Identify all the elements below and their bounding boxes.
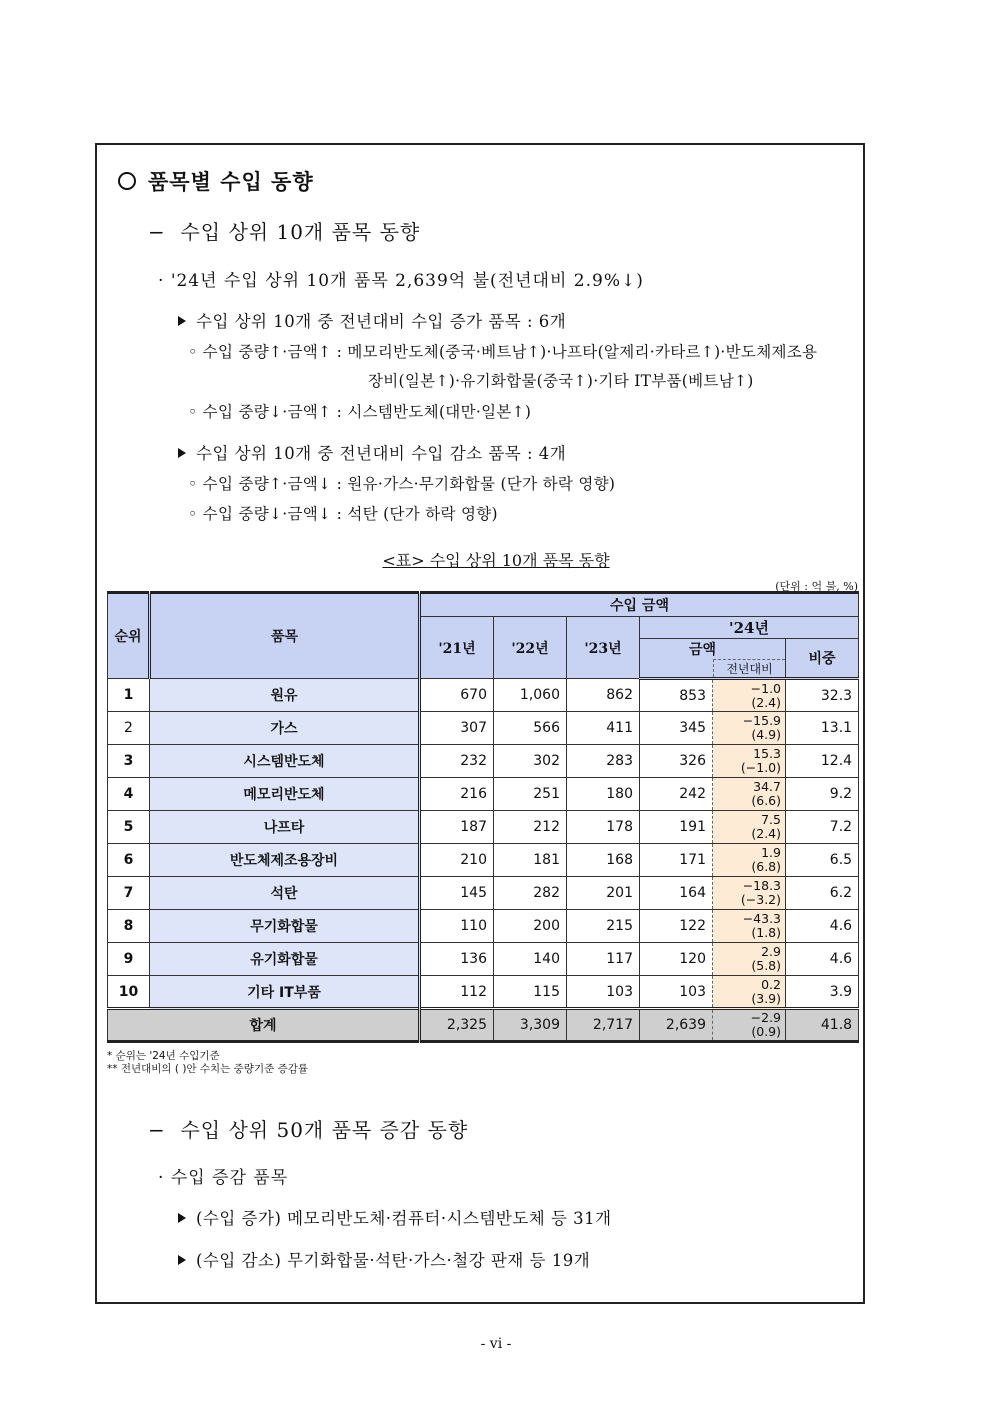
cell-yoy — [713, 943, 786, 976]
yoy-weight: (3.9) — [751, 990, 781, 1006]
triangle-bullet-icon — [178, 448, 186, 458]
cell-yoy — [713, 910, 786, 943]
cell-item: 반도체제조용장비 — [150, 844, 420, 877]
cell-y22: 212 — [494, 811, 567, 844]
cell-y21: 187 — [420, 811, 494, 844]
header-share: 비중 — [786, 639, 859, 679]
table-note-1: * 순위는 '24년 수입기준 — [107, 1050, 220, 1062]
cell-y23: 180 — [567, 778, 640, 811]
yoy-weight: (−3.2) — [740, 892, 781, 907]
top50-decrease: (수입 감소) 무기화합물·석탄·가스·철강 판재 등 19개 — [178, 1247, 590, 1271]
cell-rank: 7 — [108, 877, 150, 910]
header-amount: 금액 — [688, 642, 717, 658]
cell-y22: 1,060 — [494, 679, 567, 712]
cell-y21: 112 — [420, 976, 494, 1009]
cell-y23: 862 — [567, 679, 640, 712]
cell-y22: 181 — [494, 844, 567, 877]
cell-rank: 2 — [108, 712, 150, 745]
cell-yoy — [713, 877, 786, 910]
triangle-bullet-icon — [178, 1213, 186, 1223]
cell-y22: 140 — [494, 943, 567, 976]
cell-yoy — [713, 679, 786, 712]
cell-y24: 103 — [640, 976, 713, 1009]
cell-y23: 103 — [567, 976, 640, 1009]
yoy-weight: (6.6) — [751, 793, 781, 808]
yoy-amount: 0.2 — [761, 976, 781, 992]
header-yoy: 전년대비 — [713, 659, 785, 677]
header-y21: '21년 — [420, 617, 494, 679]
cell-rank: 4 — [108, 778, 150, 811]
table-caption: <표> 수입 상위 10개 품목 동향 — [382, 551, 610, 570]
cell-y24: 191 — [640, 811, 713, 844]
table-row — [108, 844, 859, 877]
triangle-bullet-icon — [178, 1255, 186, 1265]
yoy-amount: 2.9 — [761, 944, 781, 959]
header-item: 품목 — [150, 593, 420, 679]
yoy-amount: 34.7 — [753, 779, 781, 794]
summary-line: · '24년 수입 상위 10개 품목 2,639억 불(전년대비 2.9%↓) — [158, 271, 644, 291]
section-title: 품목별 수입 동향 — [118, 166, 314, 196]
cell-item: 가스 — [150, 712, 420, 745]
cell-yoy — [713, 745, 786, 778]
cell-y23: 178 — [567, 811, 640, 844]
cell-y23: 283 — [567, 745, 640, 778]
table-row — [108, 976, 859, 1009]
table-row — [108, 910, 859, 943]
cell-yoy — [713, 712, 786, 745]
cell-share: 41.8 — [786, 1009, 859, 1042]
cell-yoy — [713, 778, 786, 811]
cell-item: 시스템반도체 — [150, 745, 420, 778]
table-row — [108, 745, 859, 778]
table-note-2: ** 전년대비의 ( )안 수치는 중량기준 증감률 — [107, 1063, 309, 1075]
decrease-line-2: ◦ 수입 중량↓·금액↓ : 석탄 (단가 하락 영향) — [188, 505, 498, 523]
cell-yoy — [713, 844, 786, 877]
increase-heading: 수입 상위 10개 중 전년대비 수입 증가 품목 : 6개 — [178, 308, 566, 332]
cell-y23: 411 — [567, 712, 640, 745]
table-row — [108, 778, 859, 811]
increase-line-1-cont: 장비(일본↑)·유기화합물(중국↑)·기타 IT부품(베트남↑) — [368, 372, 754, 390]
cell-share: 12.4 — [786, 745, 859, 778]
cell-y24: 326 — [640, 745, 713, 778]
cell-rank: 3 — [108, 745, 150, 778]
cell-yoy — [713, 811, 786, 844]
table-row — [108, 943, 859, 976]
cell-y23: 201 — [567, 877, 640, 910]
table-unit: (단위 : 억 불, %) — [775, 580, 858, 593]
cell-y22: 200 — [494, 910, 567, 943]
yoy-weight: (5.8) — [751, 958, 781, 973]
cell-y22: 251 — [494, 778, 567, 811]
yoy-amount: 15.3 — [753, 746, 781, 761]
cell-rank: 9 — [108, 943, 150, 976]
yoy-amount: −2.9 — [750, 1010, 781, 1025]
cell-share: 32.3 — [786, 679, 859, 712]
cell-rank: 10 — [108, 976, 150, 1009]
header-y23: '23년 — [567, 617, 640, 679]
yoy-amount: 7.5 — [761, 812, 781, 827]
cell-y21: 307 — [420, 712, 494, 745]
header-y24: '24년 — [640, 617, 859, 639]
yoy-weight: (2.4) — [751, 826, 781, 841]
cell-item: 메모리반도체 — [150, 778, 420, 811]
subsection-title-top10: − 수입 상위 10개 품목 동향 — [148, 220, 421, 244]
cell-y21: 136 — [420, 943, 494, 976]
cell-rank: 6 — [108, 844, 150, 877]
yoy-amount: 1.9 — [761, 845, 781, 860]
yoy-amount: −15.9 — [742, 713, 781, 728]
cell-y24: 120 — [640, 943, 713, 976]
increase-line-1: ◦ 수입 중량↑·금액↑ : 메모리반도체(중국·베트남↑)·나프타(알제리·카타르↑)·반도체제조용 — [188, 343, 818, 361]
cell-y21: 145 — [420, 877, 494, 910]
cell-y24: 853 — [640, 679, 713, 712]
yoy-weight: (0.9) — [751, 1024, 781, 1039]
decrease-line-1: ◦ 수입 중량↑·금액↓ : 원유·가스·무기화합물 (단가 하락 영향) — [188, 475, 616, 493]
table-row — [108, 877, 859, 910]
cell-y21: 2,325 — [420, 1009, 494, 1042]
header-y22: '22년 — [494, 617, 567, 679]
cell-rank: 8 — [108, 910, 150, 943]
cell-item: 무기화합물 — [150, 910, 420, 943]
cell-y23: 2,717 — [567, 1009, 640, 1042]
yoy-weight: (6.8) — [751, 859, 781, 874]
cell-y24: 164 — [640, 877, 713, 910]
cell-share: 4.6 — [786, 943, 859, 976]
yoy-amount: −1.0 — [750, 680, 781, 696]
page-number: - vi - — [480, 1336, 512, 1352]
cell-y22: 115 — [494, 976, 567, 1009]
cell-y21: 670 — [420, 679, 494, 712]
cell-item: 석탄 — [150, 877, 420, 910]
cell-yoy — [713, 1009, 786, 1042]
cell-y21: 110 — [420, 910, 494, 943]
header-import-amount: 수입 금액 — [420, 593, 859, 617]
yoy-weight: (1.8) — [751, 925, 781, 940]
decrease-heading: 수입 상위 10개 중 전년대비 수입 감소 품목 : 4개 — [178, 440, 566, 464]
table-row — [108, 811, 859, 844]
cell-share: 6.5 — [786, 844, 859, 877]
circle-bullet-icon — [118, 172, 136, 190]
cell-yoy — [713, 976, 786, 1009]
table-row — [108, 712, 859, 745]
cell-y23: 168 — [567, 844, 640, 877]
cell-rank: 5 — [108, 811, 150, 844]
cell-item: 원유 — [150, 679, 420, 712]
cell-total-label: 합계 — [108, 1009, 420, 1042]
header-amount-group — [640, 639, 786, 679]
cell-item: 유기화합물 — [150, 943, 420, 976]
table-total-row — [108, 1009, 859, 1042]
cell-item: 기타 IT부품 — [150, 976, 420, 1009]
cell-y21: 216 — [420, 778, 494, 811]
triangle-bullet-icon — [178, 316, 186, 326]
cell-y22: 302 — [494, 745, 567, 778]
header-rank: 순위 — [108, 593, 150, 679]
cell-y23: 117 — [567, 943, 640, 976]
cell-y24: 171 — [640, 844, 713, 877]
cell-y22: 566 — [494, 712, 567, 745]
cell-y24: 122 — [640, 910, 713, 943]
subsection-title-top50: − 수입 상위 50개 품목 증감 동향 — [148, 1118, 469, 1142]
cell-share: 3.9 — [786, 976, 859, 1009]
cell-y23: 215 — [567, 910, 640, 943]
cell-share: 13.1 — [786, 712, 859, 745]
cell-y21: 232 — [420, 745, 494, 778]
cell-share: 6.2 — [786, 877, 859, 910]
yoy-weight: (−1.0) — [740, 760, 781, 775]
import-top10-table — [107, 591, 859, 1043]
cell-item: 나프타 — [150, 811, 420, 844]
cell-y22: 3,309 — [494, 1009, 567, 1042]
top50-point: · 수입 증감 품목 — [158, 1168, 289, 1188]
cell-y24: 2,639 — [640, 1009, 713, 1042]
cell-y24: 345 — [640, 712, 713, 745]
cell-rank: 1 — [108, 679, 150, 712]
yoy-weight: (2.4) — [751, 694, 781, 710]
cell-y22: 282 — [494, 877, 567, 910]
yoy-weight: (4.9) — [751, 727, 781, 742]
cell-share: 9.2 — [786, 778, 859, 811]
cell-share: 4.6 — [786, 910, 859, 943]
cell-share: 7.2 — [786, 811, 859, 844]
top50-increase: (수입 증가) 메모리반도체·컴퓨터·시스템반도체 등 31개 — [178, 1205, 612, 1229]
yoy-amount: −18.3 — [742, 878, 781, 893]
table-row — [108, 679, 859, 712]
cell-y24: 242 — [640, 778, 713, 811]
cell-y21: 210 — [420, 844, 494, 877]
yoy-amount: −43.3 — [742, 911, 781, 926]
increase-line-2: ◦ 수입 중량↓·금액↑ : 시스템반도체(대만·일본↑) — [188, 403, 532, 421]
